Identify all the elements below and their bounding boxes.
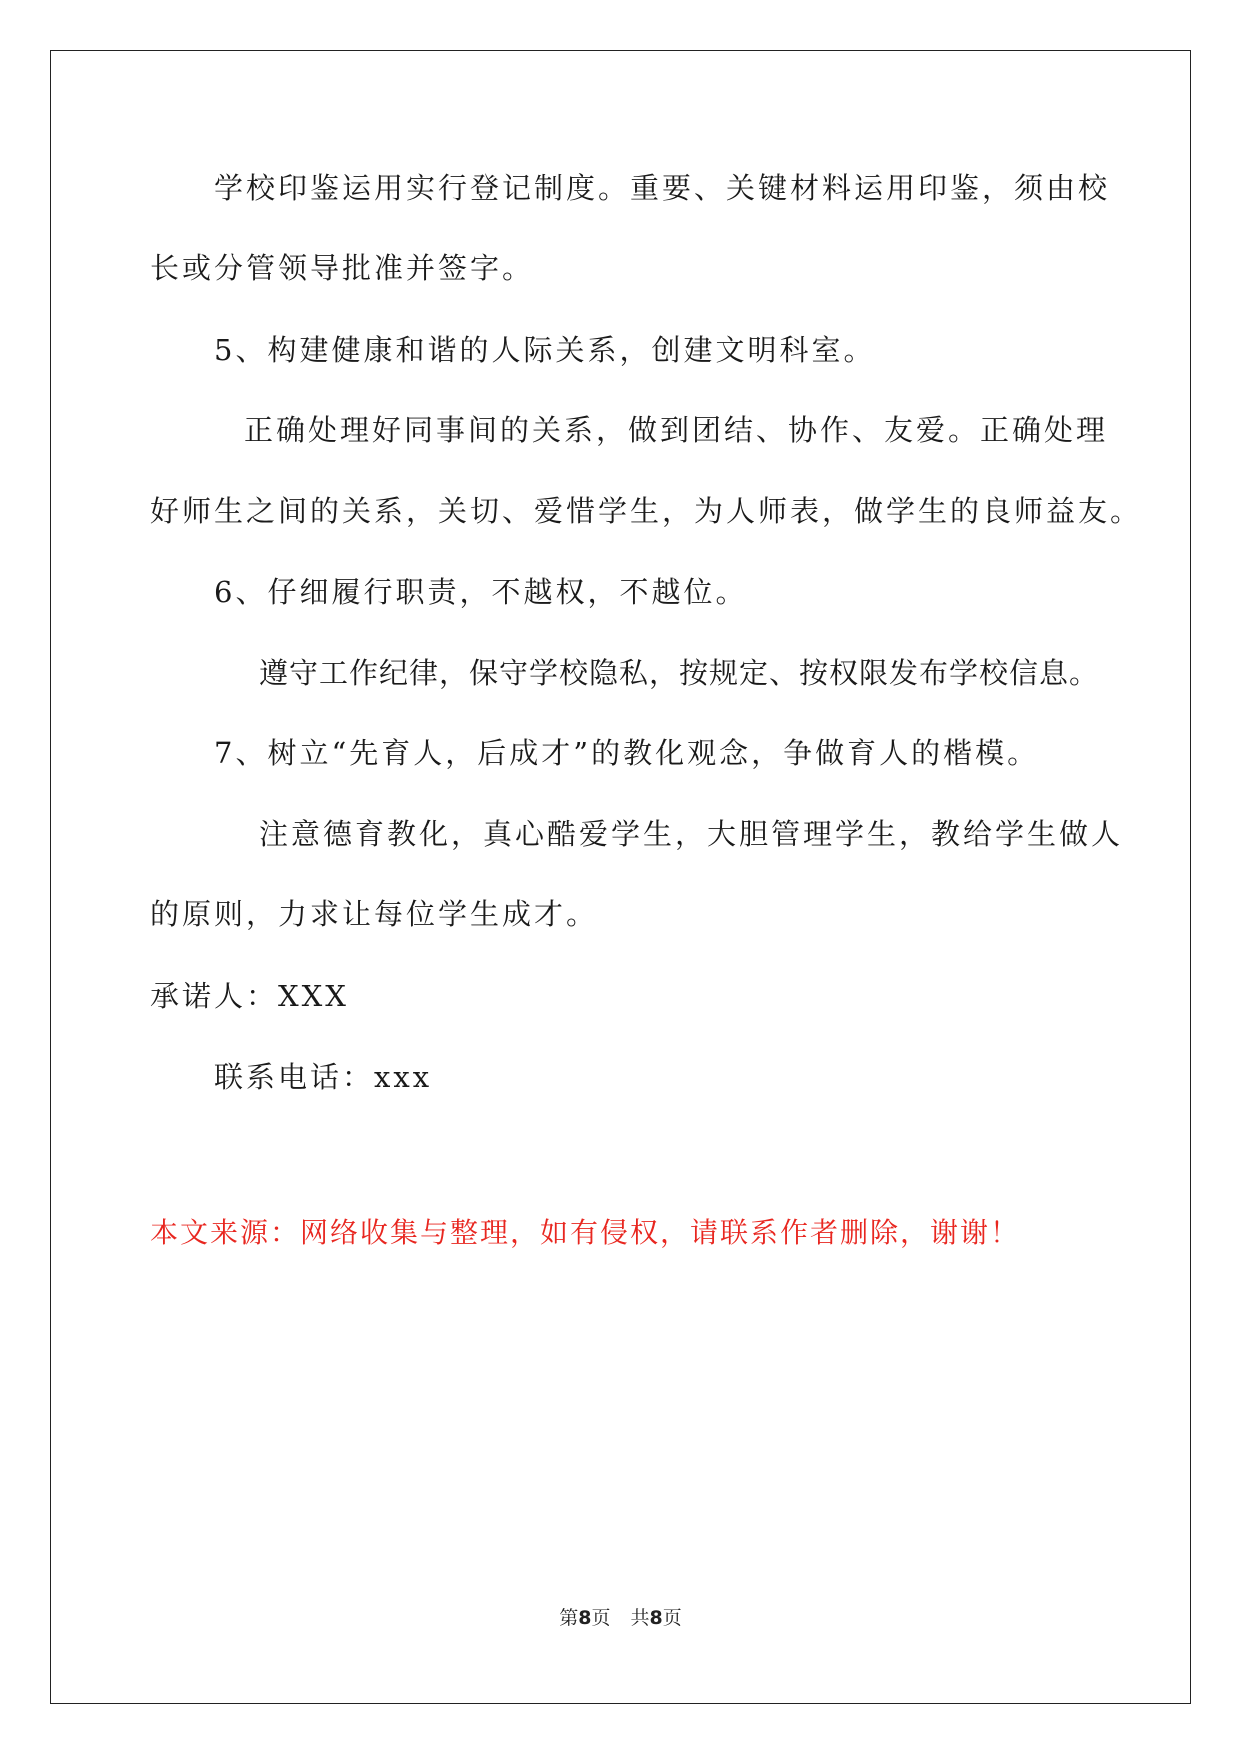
section-heading-5: 5、构建健康和谐的人际关系，创建文明科室。 [214,333,876,367]
contact-phone-line: 联系电话：xxx [214,1060,433,1094]
paragraph-line: 的原则，力求让每位学生成才。 [150,897,599,931]
total-page-number: 8 [649,1607,663,1629]
section-heading-7: 7、树立“先育人，后成才”的教化观念，争做育人的楷模。 [214,736,1040,770]
page-border [50,50,1191,1704]
current-page-number: 8 [578,1607,592,1629]
paragraph-line: 注意德育教化，真心酷爱学生，大胆管理学生，教给学生做人 [259,817,1124,851]
section-heading-6: 6、仔细履行职责，不越权，不越位。 [214,575,748,609]
source-notice: 本文来源：网络收集与整理，如有侵权，请联系作者删除，谢谢！ [150,1216,1021,1249]
paragraph-line: 长或分管领导批准并签字。 [150,251,535,285]
paragraph-line: 正确处理好同事间的关系，做到团结、协作、友爱。正确处理 [244,413,1109,447]
paragraph-line: 遵守工作纪律，保守学校隐私，按规定、按权限发布学校信息。 [259,656,1100,690]
paragraph-line: 好师生之间的关系，关切、爱惜学生，为人师表，做学生的良师益友。 [150,494,1143,528]
page-footer [0,1606,1241,1630]
paragraph-line: 学校印鉴运用实行登记制度。重要、关键材料运用印鉴，须由校 [214,171,1111,205]
page-label-suffix: 页 [591,1607,611,1629]
total-label-suffix: 页 [662,1607,682,1629]
page-label-prefix: 第 [559,1607,579,1629]
signatory-line: 承诺人：XXX [150,979,349,1013]
total-label-prefix: 共 [630,1607,650,1629]
